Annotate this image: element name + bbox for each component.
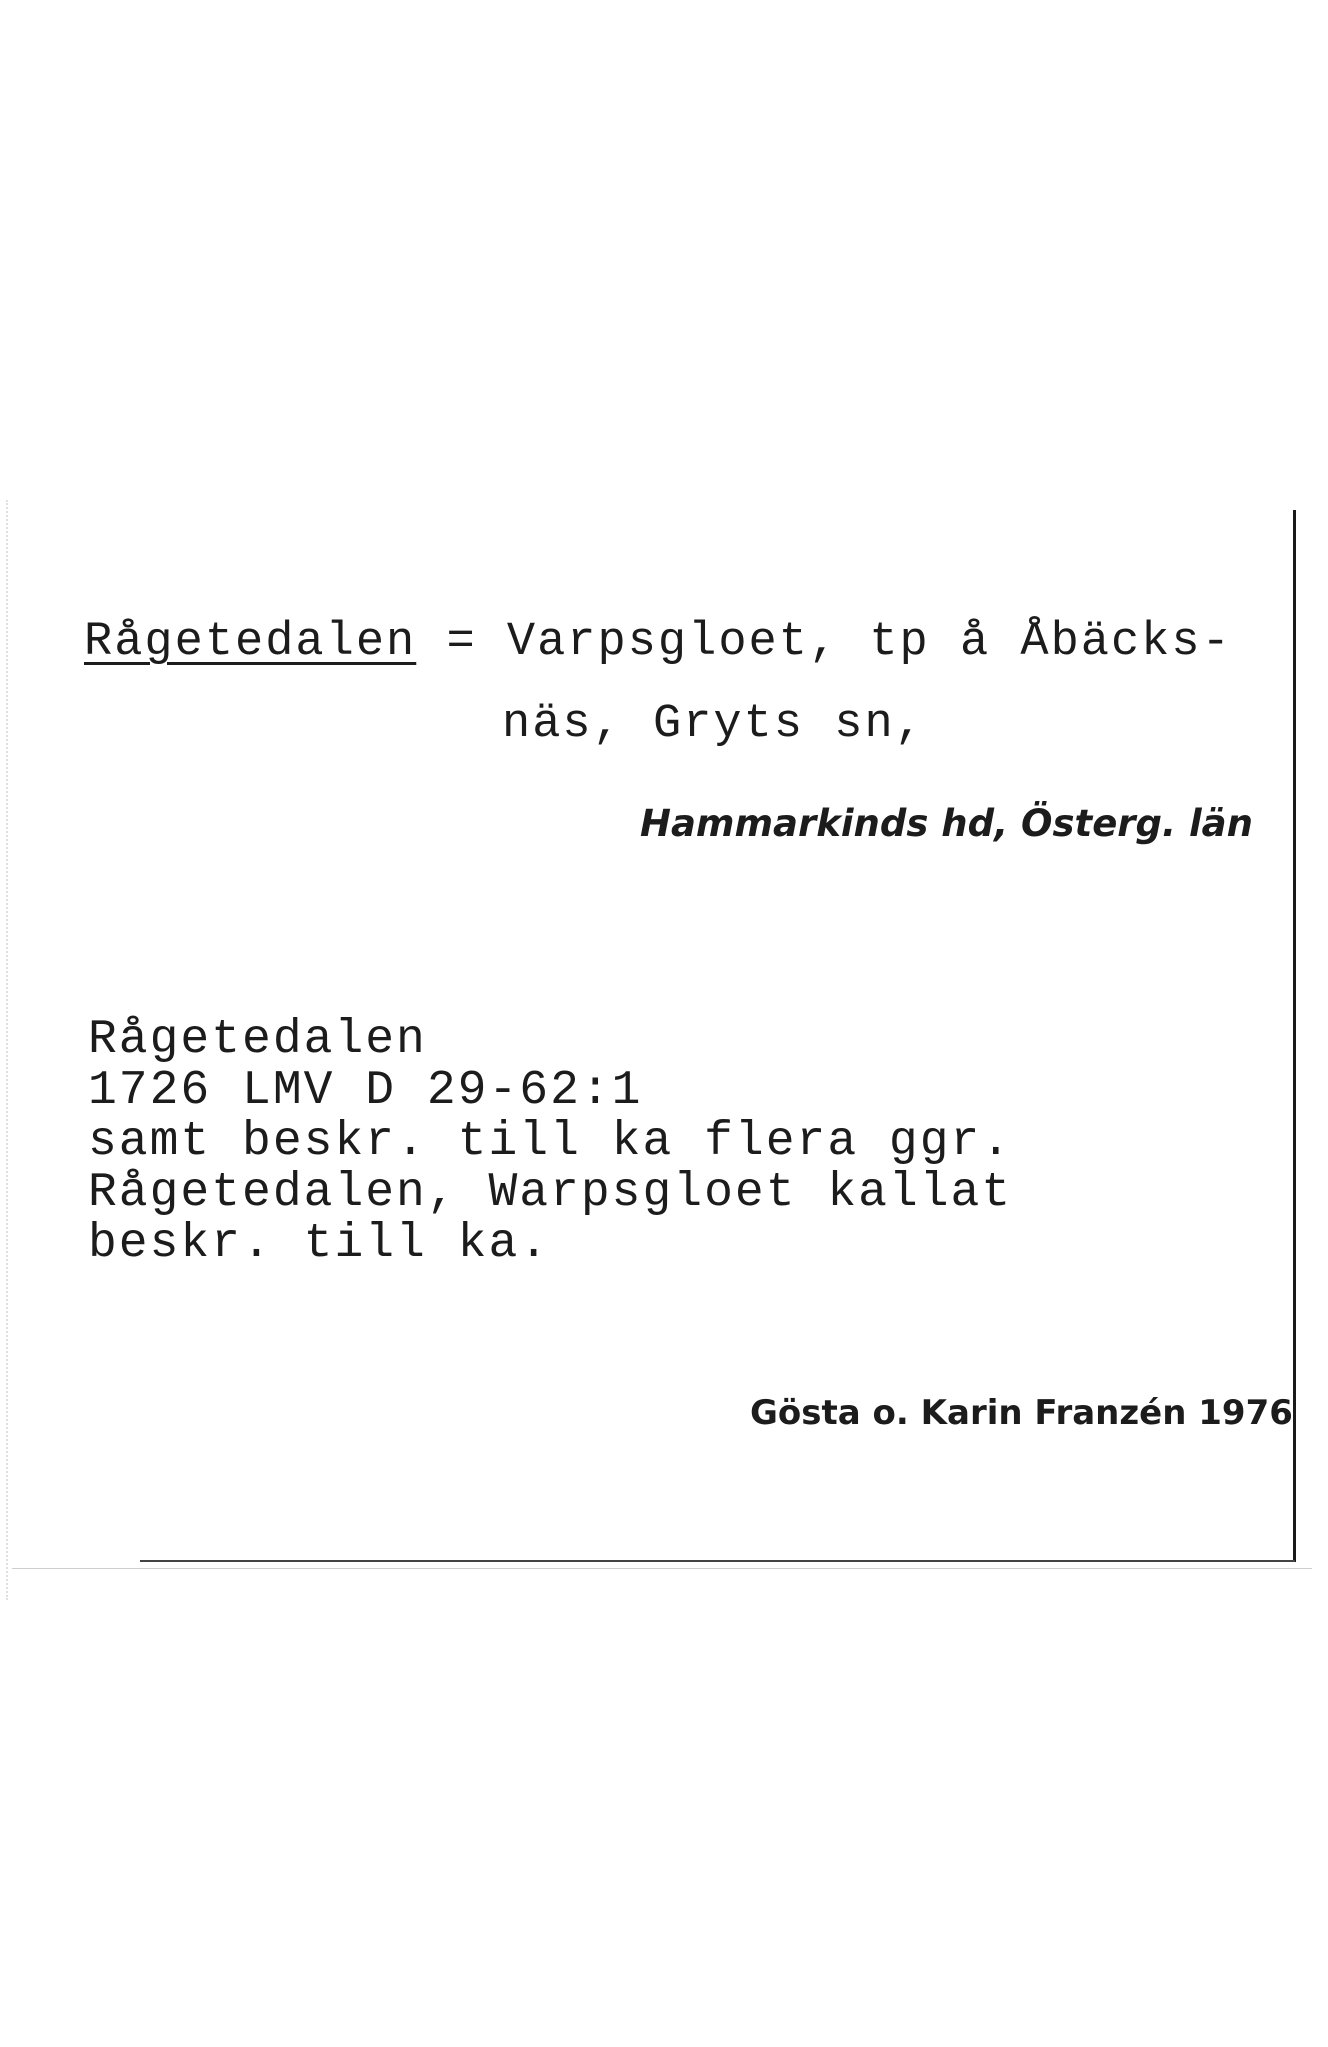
entry-line: Rågetedalen [88,1013,427,1067]
entry-line: Rågetedalen, Warpsgloet kallat [88,1166,1013,1220]
heading-line-1-text: Varpsgloet, tp å Åbäcks- [506,616,1232,669]
entry-block [88,1015,1012,1270]
scan-edge-speckle [6,500,18,1600]
equals-sign: = [416,616,507,669]
heading-line-1 [84,618,1232,668]
card-border-bottom-faint [12,1568,1312,1569]
district-label: Hammarkinds hd, Österg. län [640,802,1253,845]
heading-line-2: näs, Gryts sn, [502,698,925,751]
card-border-right [1293,510,1296,1562]
place-name-heading: Rågetedalen [84,616,417,669]
card-border-bottom [140,1560,1295,1562]
entry-line: beskr. till ka. [88,1217,551,1271]
entry-line: 1726 LMV D 29-62:1 [88,1064,643,1118]
entry-line: samt beskr. till ka flera ggr. [88,1115,1013,1169]
signature-credit: Gösta o. Karin Franzén 1976 [750,1393,1293,1433]
